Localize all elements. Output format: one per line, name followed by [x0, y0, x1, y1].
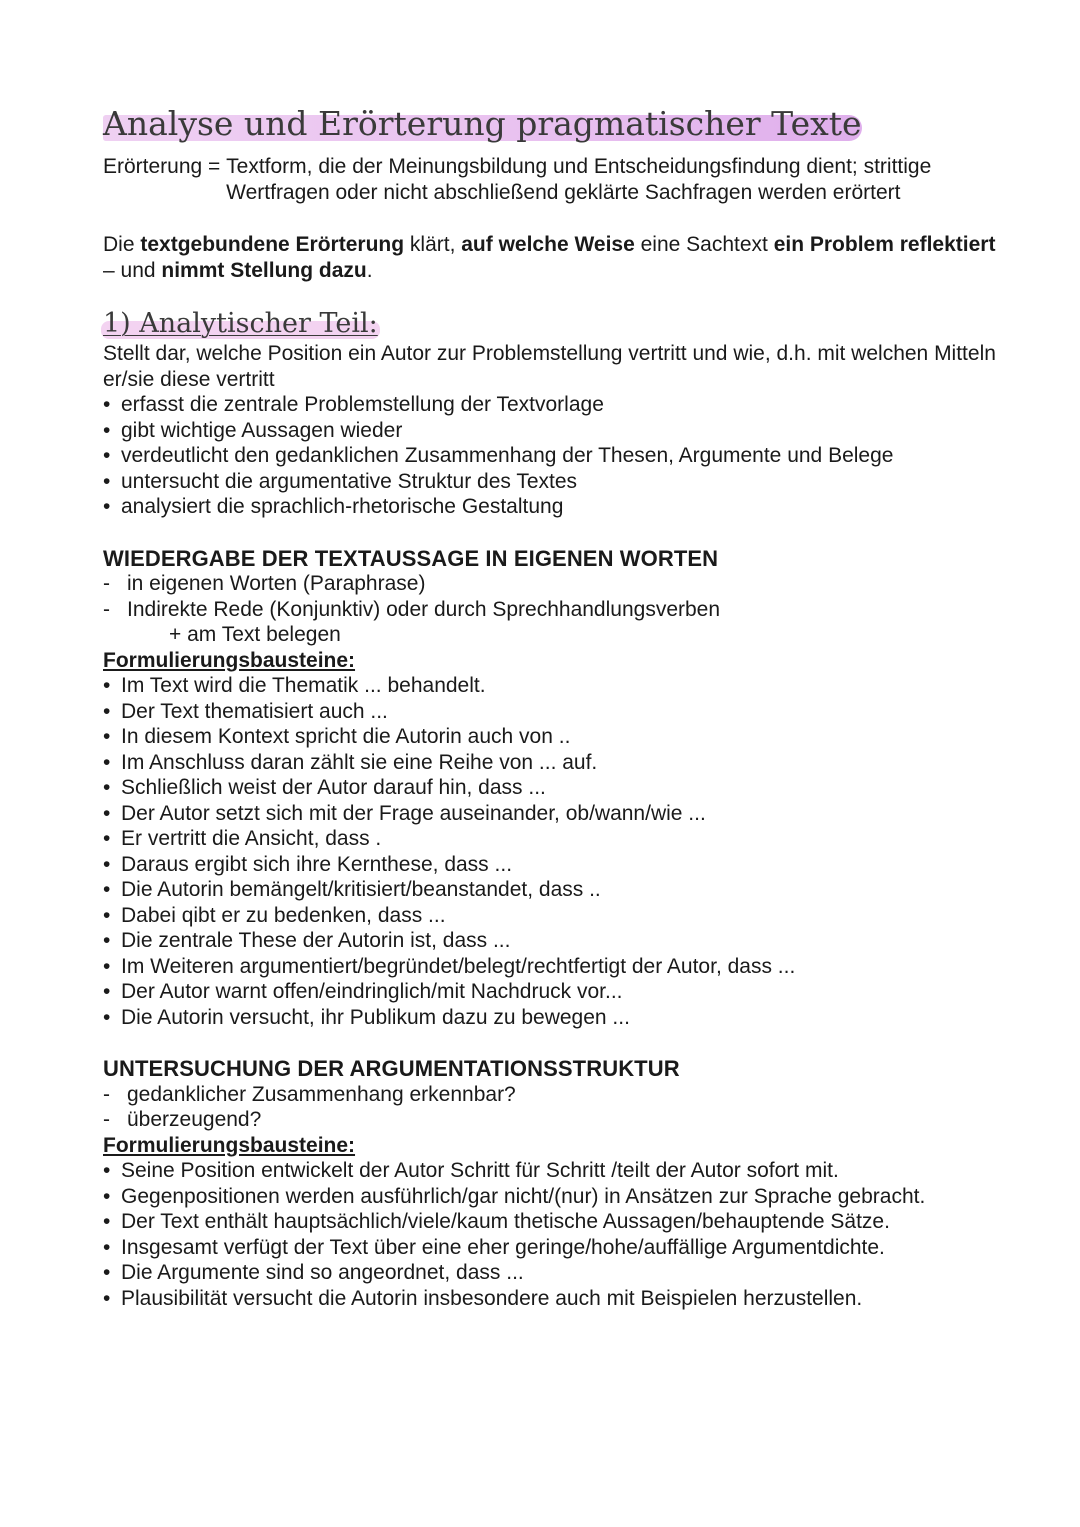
list-item: • Die Autorin bemängelt/kritisiert/beanstandet, dass .. [103, 877, 1003, 903]
list-item: • analysiert die sprachlich-rhetorische Gestaltung [103, 494, 1003, 520]
list-item: • verdeutlicht den gedanklichen Zusammenhang der Thesen, Argumente und Belege [103, 443, 1003, 469]
untersuchung-dash-list [103, 1082, 1003, 1133]
list-item: - gedanklicher Zusammenhang erkennbar? [103, 1082, 1003, 1108]
list-item: • Der Text thematisiert auch ... [103, 699, 1003, 725]
section-heading-analytischer-teil: 1) Analytischer Teil: [103, 308, 378, 339]
list-item: - Indirekte Rede (Konjunktiv) oder durch Sprechhandlungsverben [103, 597, 1003, 623]
section-description: Stellt dar, welche Position ein Autor zur Problemstellung vertritt und wie, d.h. mit welchen Mitteln er/sie diese vertritt [103, 342, 996, 391]
list-item: • Die zentrale These der Autorin ist, dass ... [103, 928, 1003, 954]
analysis-bullet-list [103, 392, 1003, 520]
wiedergabe-bausteine-list [103, 673, 1003, 1030]
list-item: • Dabei qibt er zu bedenken, dass ... [103, 903, 1003, 929]
wiedergabe-sub-note: + am Text belegen [169, 623, 341, 646]
list-item: • In diesem Kontext spricht die Autorin auch von .. [103, 724, 1003, 750]
list-item: • Der Text enthält hauptsächlich/viele/kaum thetische Aussagen/behauptende Sätze. [103, 1209, 1003, 1235]
bausteine-label: Formulierungsbausteine: [103, 648, 356, 672]
list-item: • Der Autor warnt offen/eindringlich/mit Nachdruck vor... [103, 979, 1003, 1005]
list-item: - in eigenen Worten (Paraphrase) [103, 571, 1003, 597]
untersuchung-bausteine-list [103, 1158, 1003, 1311]
list-item: • Schließlich weist der Autor darauf hin, dass ... [103, 775, 1003, 801]
list-item: • Insgesamt verfügt der Text über eine eher geringe/hohe/auffällige Argumentdichte. [103, 1235, 1003, 1261]
definition-line-1: Textform, die der Meinungsbildung und Entscheidungsfindung dient; strittige [226, 155, 932, 178]
list-item: • gibt wichtige Aussagen wieder [103, 418, 1003, 444]
list-item: • Gegenpositionen werden ausführlich/gar nicht/(nur) in Ansätzen zur Sprache gebracht. [103, 1184, 1003, 1210]
list-item: • Im Anschluss daran zählt sie eine Reihe von ... auf. [103, 750, 1003, 776]
list-item: • erfasst die zentrale Problemstellung der Textvorlage [103, 392, 1003, 418]
heading-wiedergabe: WIEDERGABE DER TEXTAUSSAGE IN EIGENEN WORTEN [103, 545, 719, 571]
definition-line-2: Wertfragen oder nicht abschließend geklärte Sachfragen werden erörtert [226, 180, 901, 204]
list-item: • Die Autorin versucht, ihr Publikum dazu zu bewegen ... [103, 1005, 1003, 1031]
document-page [103, 104, 1003, 1311]
list-item: • Der Autor setzt sich mit der Frage auseinander, ob/wann/wie ... [103, 801, 1003, 827]
list-item: • Im Weiteren argumentiert/begründet/belegt/rechtfertigt der Autor, dass ... [103, 954, 1003, 980]
page-title: Analyse und Erörterung pragmatischer Texte [103, 104, 862, 143]
intro-paragraph: Die textgebundene Erörterung klärt, auf welche Weise eine Sachtext ein Problem reflektiert – und nimmt Stellung dazu. [103, 233, 996, 282]
heading-untersuchung: UNTERSUCHUNG DER ARGUMENTATIONSSTRUKTUR [103, 1056, 680, 1081]
list-item: • untersucht die argumentative Struktur des Textes [103, 469, 1003, 495]
definition [103, 154, 1003, 205]
definition-term: Erörterung = [103, 155, 227, 178]
list-item: • Er vertritt die Ansicht, dass . [103, 826, 1003, 852]
bausteine-label: Formulierungsbausteine: [103, 1133, 356, 1157]
list-item: • Im Text wird die Thematik ... behandelt. [103, 673, 1003, 699]
list-item: - überzeugend? [103, 1107, 1003, 1133]
list-item: • Seine Position entwickelt der Autor Schritt für Schritt /teilt der Autor sofort mit. [103, 1158, 1003, 1184]
list-item: • Daraus ergibt sich ihre Kernthese, dass ... [103, 852, 1003, 878]
definition-body [226, 154, 1003, 205]
list-item: • Plausibilität versucht die Autorin insbesondere auch mit Beispielen herzustellen. [103, 1286, 1003, 1312]
list-item: • Die Argumente sind so angeordnet, dass ... [103, 1260, 1003, 1286]
wiedergabe-dash-list [103, 571, 1003, 622]
